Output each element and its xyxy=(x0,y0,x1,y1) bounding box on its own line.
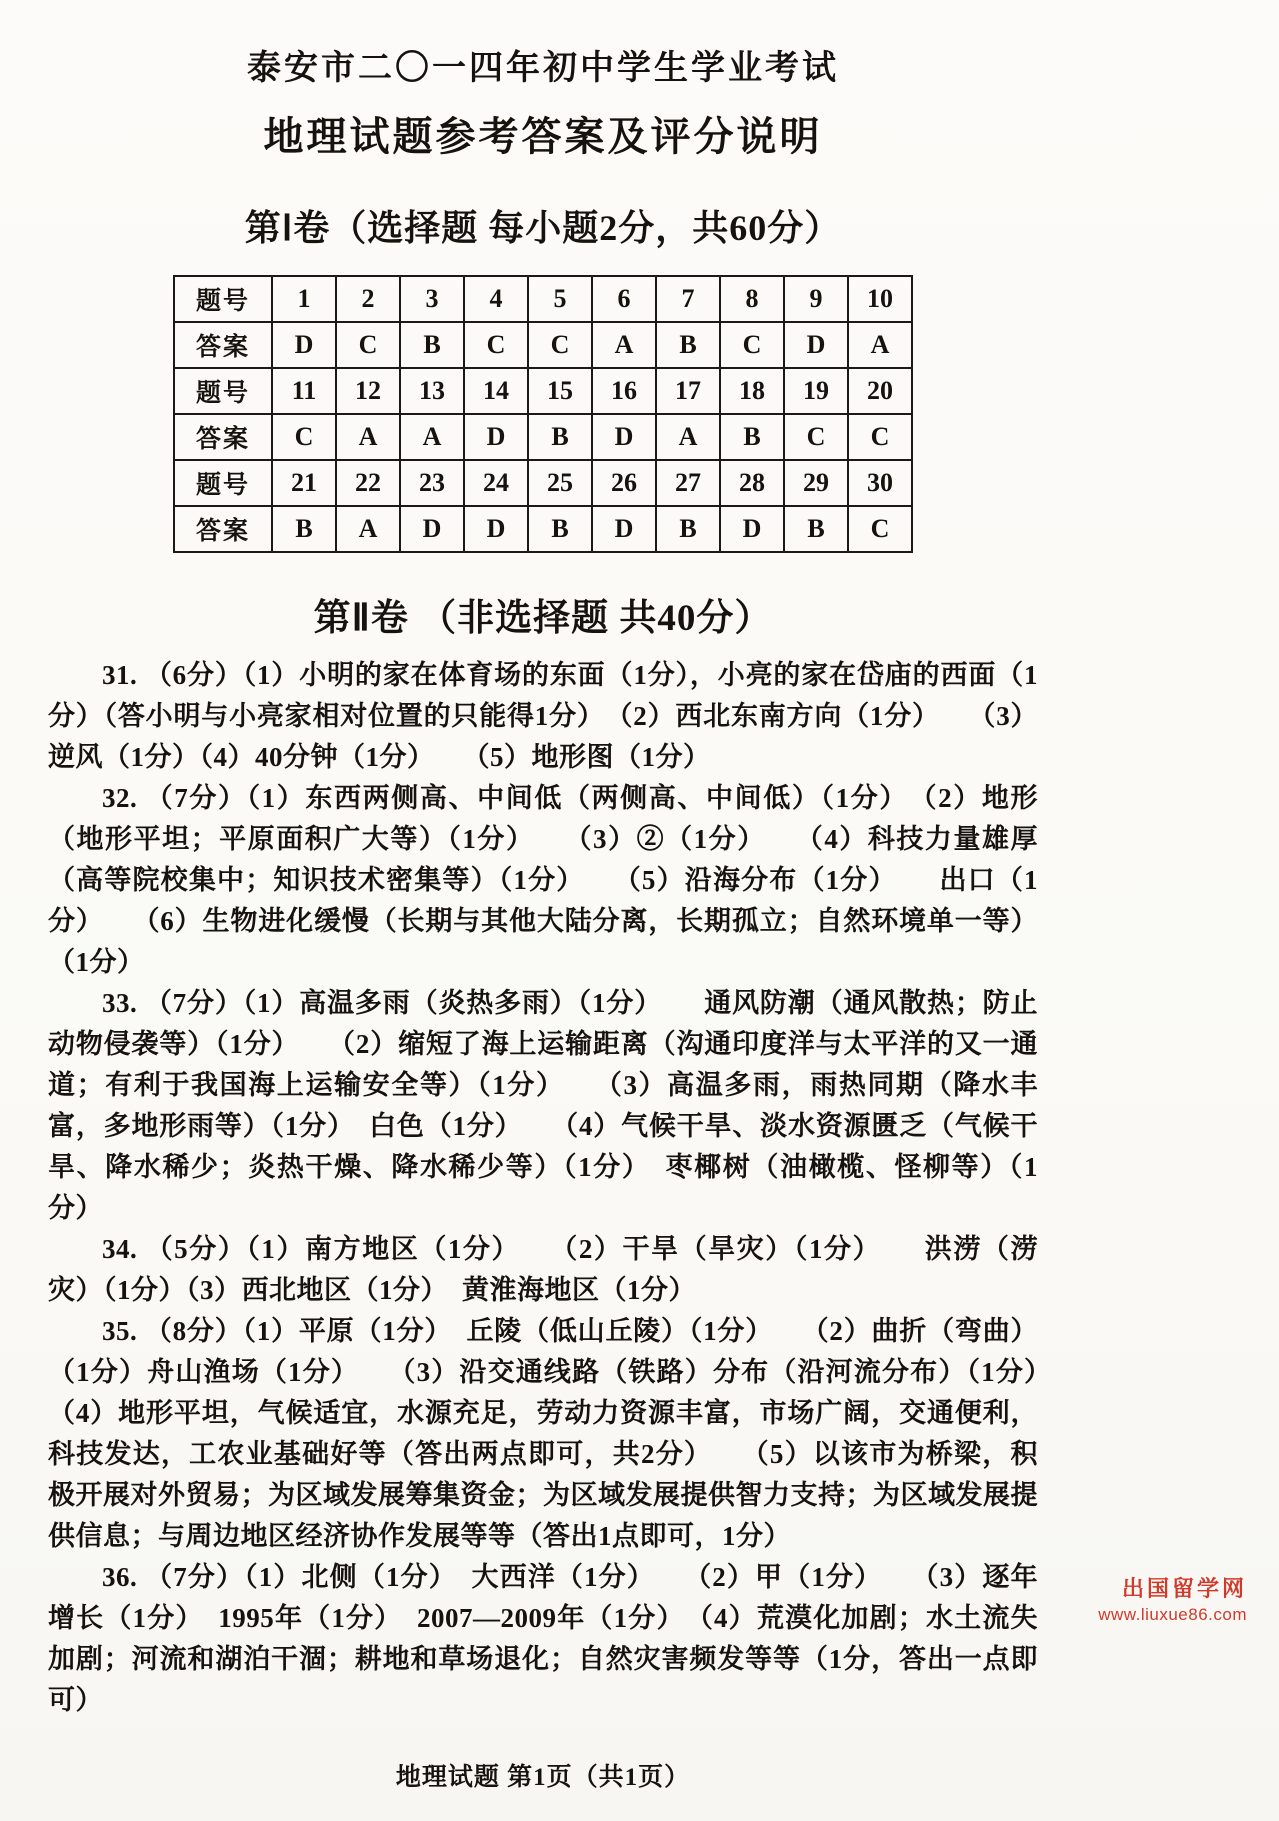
table-cell: 20 xyxy=(848,368,912,414)
table-cell: 2 xyxy=(336,276,400,322)
answer-paragraph: 36. （7分）（1）北侧（1分） 大西洋（1分） （2）甲（1分） （3）逐年增长（1分） 1995年（1分） 2007—2009年（1分） （4）荒漠化加剧；水土流失加剧；河流和湖泊干涸；耕地和草场退化；自然灾害频发等等（1分，答出一点即可） xyxy=(48,1562,1038,1715)
table-cell: 10 xyxy=(848,276,912,322)
table-cell: A xyxy=(848,322,912,368)
table-cell: 27 xyxy=(656,460,720,506)
table-cell: 15 xyxy=(528,368,592,414)
row-label: 答案 xyxy=(174,506,272,552)
table-cell: 16 xyxy=(592,368,656,414)
table-cell: 19 xyxy=(784,368,848,414)
answer-paragraph: 33. （7分）（1）高温多雨（炎热多雨）（1分） 通风防潮（通风散热；防止动物侵袭等）（1分） （2）缩短了海上运输距离（沟通印度洋与太平洋的又一通道；有利于我国海上运输安全等）（1分） （3）高温多雨，雨热同期（降水丰富，多地形雨等）（1分） 白色（1分） （4）气候干旱、淡水资源匮乏（气候干旱、降水稀少；炎热干燥、降水稀少等）（1分） 枣椰树（油橄榄、怪柳等）（1分） xyxy=(48,988,1038,1223)
table-cell: 9 xyxy=(784,276,848,322)
table-cell: D xyxy=(464,506,528,552)
table-cell: D xyxy=(272,322,336,368)
table-cell: D xyxy=(400,506,464,552)
table-row xyxy=(174,276,912,322)
table-cell: C xyxy=(336,322,400,368)
table-cell: 21 xyxy=(272,460,336,506)
table-row xyxy=(174,322,912,368)
document-body xyxy=(48,0,1093,1793)
table-row xyxy=(174,368,912,414)
table-cell: D xyxy=(720,506,784,552)
table-cell: 26 xyxy=(592,460,656,506)
table-cell: B xyxy=(528,506,592,552)
table-cell: C xyxy=(464,322,528,368)
table-cell: 8 xyxy=(720,276,784,322)
table-cell: D xyxy=(464,414,528,460)
table-cell: 11 xyxy=(272,368,336,414)
table-cell: 22 xyxy=(336,460,400,506)
table-cell: 18 xyxy=(720,368,784,414)
row-label: 题号 xyxy=(174,460,272,506)
section1-heading: 第Ⅰ卷（选择题 每小题2分，共60分） xyxy=(244,208,842,248)
table-cell: C xyxy=(528,322,592,368)
table-cell: 3 xyxy=(400,276,464,322)
table-cell: D xyxy=(592,506,656,552)
table-cell: B xyxy=(528,414,592,460)
table-cell: D xyxy=(592,414,656,460)
table-cell: B xyxy=(720,414,784,460)
table-cell: B xyxy=(400,322,464,368)
answer-paragraph: 32. （7分）（1）东西两侧高、中间低（两侧高、中间低）（1分） （2）地形（地形平坦；平原面积广大等）（1分） （3）②（1分） （4）科技力量雄厚（高等院校集中；知识技术密集等）（1分） （5）沿海分布（1分） 出口（1分） （6）生物进化缓慢（长期与其他大陆分离，长期孤立；自然环境单一等）（1分） xyxy=(48,783,1038,977)
document-title-line1: 泰安市二〇一四年初中学生学业考试 xyxy=(247,50,839,87)
table-row xyxy=(174,414,912,460)
table-cell: C xyxy=(848,506,912,552)
answer-paragraph: 35. （8分）（1）平原（1分） 丘陵（低山丘陵）（1分） （2）曲折（弯曲）（1分）舟山渔场（1分） （3）沿交通线路（铁路）分布（沿河流分布）（1分） （4）地形平坦，气候适宜，水源充足，劳动力资源丰富，市场广阔，交通便利，科技发达，工农业基础好等（答出两点即可，共2分） （5）以该市为桥梁，积极开展对外贸易；为区域发展筹集资金；为区域发展提供智力支持；为区域发展提供信息；与周边地区经济协作发展等等（答出1点即可，1分） xyxy=(48,1316,1093,1551)
table-cell: 28 xyxy=(720,460,784,506)
table-row xyxy=(174,460,912,506)
table-cell: 29 xyxy=(784,460,848,506)
table-cell: B xyxy=(656,506,720,552)
table-cell: A xyxy=(592,322,656,368)
table-cell: 13 xyxy=(400,368,464,414)
row-label: 答案 xyxy=(174,322,272,368)
site-watermark xyxy=(1098,1572,1247,1625)
table-cell: C xyxy=(720,322,784,368)
row-label: 答案 xyxy=(174,414,272,460)
table-cell: A xyxy=(336,414,400,460)
table-cell: B xyxy=(272,506,336,552)
row-label: 题号 xyxy=(174,368,272,414)
table-cell: 6 xyxy=(592,276,656,322)
document-title-line2: 地理试题参考答案及评分说明 xyxy=(263,114,823,159)
watermark-site-url: www.liuxue86.com xyxy=(1098,1605,1247,1624)
table-cell: B xyxy=(784,506,848,552)
table-cell: D xyxy=(784,322,848,368)
table-cell: A xyxy=(656,414,720,460)
page-footer: 地理试题 第1页（共1页） xyxy=(395,1764,691,1791)
answer-table xyxy=(173,275,913,553)
row-label: 题号 xyxy=(174,276,272,322)
answers-list xyxy=(48,655,1093,1721)
table-cell: C xyxy=(272,414,336,460)
watermark-site-name: 出国留学网 xyxy=(1121,1576,1247,1601)
table-cell: 25 xyxy=(528,460,592,506)
table-cell: A xyxy=(400,414,464,460)
answer-paragraph: 34. （5分）（1）南方地区（1分） （2）干旱（旱灾）（1分） 洪涝（涝灾）（1分）（3）西北地区（1分） 黄淮海地区（1分） xyxy=(48,1234,1038,1305)
table-cell: A xyxy=(336,506,400,552)
answer-table-body xyxy=(174,276,912,552)
table-cell: 12 xyxy=(336,368,400,414)
answer-paragraph: 31. （6分）（1）小明的家在体育场的东面（1分），小亮的家在岱庙的西面（1分）（答小明与小亮家相对位置的只能得1分） （2）西北东南方向（1分） （3）逆风（1分）（4）40分钟（1分） （5）地形图（1分） xyxy=(48,660,1038,772)
table-cell: 23 xyxy=(400,460,464,506)
table-cell: 1 xyxy=(272,276,336,322)
table-cell: 30 xyxy=(848,460,912,506)
table-cell: 4 xyxy=(464,276,528,322)
section2-heading: 第Ⅱ卷 （非选择题 共40分） xyxy=(313,598,773,639)
table-cell: 17 xyxy=(656,368,720,414)
table-cell: B xyxy=(656,322,720,368)
table-row xyxy=(174,506,912,552)
table-cell: C xyxy=(784,414,848,460)
table-cell: C xyxy=(848,414,912,460)
table-cell: 7 xyxy=(656,276,720,322)
table-cell: 14 xyxy=(464,368,528,414)
table-cell: 24 xyxy=(464,460,528,506)
table-cell: 5 xyxy=(528,276,592,322)
